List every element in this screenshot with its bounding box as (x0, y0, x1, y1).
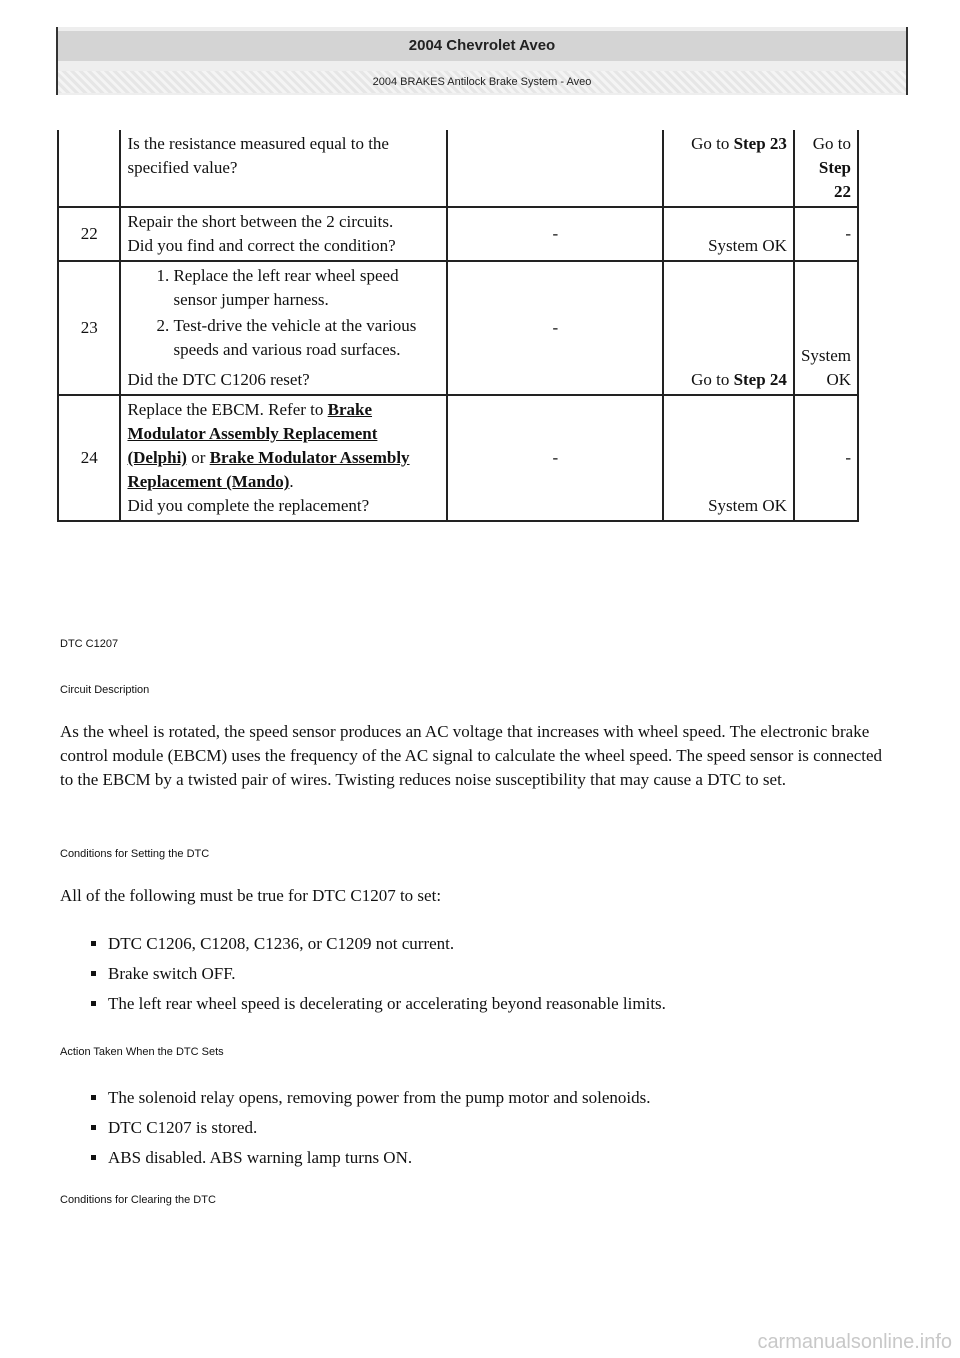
step-no: - (794, 395, 858, 521)
no-text: Go to (812, 134, 851, 153)
yes-text: Go to (691, 134, 734, 153)
step-value: - (447, 207, 663, 261)
table-row (58, 130, 858, 207)
list-item: ▪ DTC C1207 is stored. (108, 1116, 938, 1140)
step-number: 23 (58, 261, 120, 395)
circuit-description-text: As the wheel is rotated, the speed sensor produces an AC voltage that increases with wheel speed. The electronic brake control module (EBCM) uses the frequency of the AC signal to calculate the wheel speed. The speed sensor is connected to the EBCM by a twisted pair of wires. Twisting reduces noise susceptibility that may cause a DTC to set. (60, 722, 883, 789)
brake-modulator-delphi-link[interactable]: Brake Modulator Assembly Replacement (Delphi) (127, 400, 378, 467)
brake-modulator-mando-link[interactable]: Brake Modulator Assembly Replacement (Mando) (127, 448, 410, 491)
step-action (120, 207, 447, 261)
watermark: carmanualsonline.info (757, 1331, 952, 1353)
conditions-setting-heading: Conditions for Setting the DTC (60, 848, 210, 860)
action-list (60, 1086, 938, 1176)
step-question: Did you complete the replacement? (127, 496, 370, 515)
conditions-list (60, 932, 938, 1022)
page-header (56, 27, 908, 95)
list-item: ▪ The left rear wheel speed is decelerating or accelerating beyond reasonable limits. (108, 992, 938, 1016)
yes-text: Go to (691, 370, 734, 389)
step-link[interactable]: Step 24 (733, 370, 787, 389)
action-text: Replace the EBCM. Refer to (127, 400, 328, 419)
step-number: 24 (58, 395, 120, 521)
dtc-title: DTC C1207 (60, 638, 119, 650)
step-yes: System OK (663, 395, 794, 521)
step-value: - (447, 261, 663, 395)
conditions-intro: All of the following must be true for DTC C1207 to set: (60, 886, 442, 905)
procedure-item: 2. Test-drive the vehicle at the various speeds and various road surfaces. (173, 314, 440, 362)
step-yes: System OK (663, 207, 794, 261)
list-item: ▪ Brake switch OFF. (108, 962, 938, 986)
action-text: . (289, 472, 294, 491)
step-question: Did the DTC C1206 reset? (127, 370, 310, 389)
step-link[interactable]: Step 23 (733, 134, 787, 153)
action-line: Did you find and correct the condition? (127, 236, 396, 255)
table-row (58, 261, 858, 395)
list-item: ▪ DTC C1206, C1208, C1236, or C1209 not current. (108, 932, 938, 956)
diagnostic-steps-table (57, 130, 859, 522)
table-row (58, 207, 858, 261)
action-text: or (186, 448, 210, 467)
step-number (58, 130, 120, 207)
step-value (447, 130, 663, 207)
step-no: System OK (794, 261, 858, 395)
document-subtitle: 2004 BRAKES Antilock Brake System - Aveo (58, 71, 906, 93)
list-item: ▪ The solenoid relay opens, removing power from the pump motor and solenoids. (108, 1086, 938, 1110)
step-no: - (794, 207, 858, 261)
step-yes (663, 130, 794, 207)
procedure-list (127, 264, 440, 362)
conditions-clearing-heading: Conditions for Clearing the DTC (60, 1194, 216, 1206)
action-line: Repair the short between the 2 circuits. (127, 212, 394, 231)
action-taken-heading: Action Taken When the DTC Sets (60, 1046, 224, 1058)
step-no (794, 130, 858, 207)
step-yes (663, 261, 794, 395)
table-row (58, 395, 858, 521)
step-action (120, 395, 447, 521)
step-action (120, 261, 447, 395)
document-title: 2004 Chevrolet Aveo (58, 31, 906, 61)
step-link[interactable]: Step 22 (818, 158, 851, 201)
procedure-item: 1. Replace the left rear wheel speed sensor jumper harness. (173, 264, 440, 312)
step-action: Is the resistance measured equal to the specified value? (120, 130, 447, 207)
circuit-description-heading: Circuit Description (60, 684, 150, 696)
list-item: ▪ ABS disabled. ABS warning lamp turns ON. (108, 1146, 938, 1170)
step-value: - (447, 395, 663, 521)
step-number: 22 (58, 207, 120, 261)
